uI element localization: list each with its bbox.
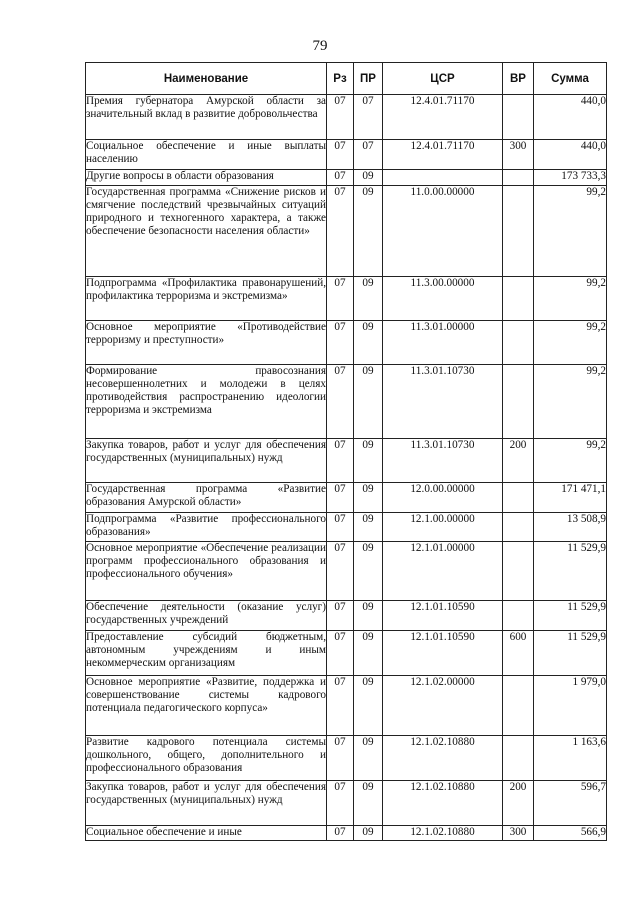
header-pr: ПР [354,63,383,95]
row-name: Подпрограмма «Развитие профессионального образования» [86,513,327,542]
row-sum: 596,7 [534,781,607,826]
row-sum: 99,2 [534,277,607,321]
table-row [86,321,607,365]
row-csr: 12.1.02.10880 [383,736,503,781]
row-sum: 99,2 [534,186,607,277]
row-pr: 09 [354,781,383,826]
row-csr: 11.0.00.00000 [383,186,503,277]
row-vr: 200 [503,439,534,483]
row-pr: 09 [354,676,383,736]
row-csr: 12.1.02.00000 [383,676,503,736]
header-vr: ВР [503,63,534,95]
row-rz: 07 [327,601,354,631]
row-sum: 99,2 [534,365,607,439]
row-csr: 12.1.01.10590 [383,601,503,631]
row-name: Подпрограмма «Профилактика правонарушений, профилактика терроризма и экстремизма» [86,277,327,321]
row-csr: 11.3.01.10730 [383,439,503,483]
row-name: Социальное обеспечение и иные выплаты населению [86,140,327,170]
row-pr: 09 [354,170,383,186]
row-csr: 12.4.01.71170 [383,95,503,140]
row-vr: 300 [503,826,534,841]
row-name: Социальное обеспечение и иные [86,826,327,841]
row-pr: 09 [354,483,383,513]
row-csr: 12.4.01.71170 [383,140,503,170]
table-row [86,781,607,826]
row-csr: 11.3.01.10730 [383,365,503,439]
table-row [86,631,607,676]
row-name: Формирование правосознания несовершеннолетних и молодежи в целях противодействия распространению идеологии терроризма и экстремизма [86,365,327,439]
row-sum: 99,2 [534,439,607,483]
budget-table [85,62,607,841]
header-rz: Рз [327,63,354,95]
row-sum: 1 163,6 [534,736,607,781]
row-rz: 07 [327,365,354,439]
row-rz: 07 [327,277,354,321]
row-name: Основное мероприятие «Обеспечение реализации программ профессионального образования и профессионального обучения» [86,542,327,601]
table-row [86,365,607,439]
row-rz: 07 [327,826,354,841]
row-vr [503,676,534,736]
row-sum: 11 529,9 [534,542,607,601]
row-vr [503,542,534,601]
table-row [86,676,607,736]
header-sum: Сумма [534,63,607,95]
row-pr: 07 [354,95,383,140]
row-sum: 171 471,1 [534,483,607,513]
row-rz: 07 [327,186,354,277]
row-vr [503,95,534,140]
row-rz: 07 [327,676,354,736]
row-pr: 09 [354,601,383,631]
row-vr [503,483,534,513]
row-pr: 09 [354,321,383,365]
row-name: Премия губернатора Амурской области за значительный вклад в развитие добровольчества [86,95,327,140]
table-row [86,439,607,483]
row-name: Основное мероприятие «Развитие, поддержка и совершенствование системы кадрового потенциала педагогического корпуса» [86,676,327,736]
row-name: Государственная программа «Снижение рисков и смягчение последствий чрезвычайных ситуаций природного и техногенного характера, а также обеспечение безопасности населения области» [86,186,327,277]
row-csr: 12.1.01.10590 [383,631,503,676]
table-row [86,826,607,841]
row-sum: 440,0 [534,140,607,170]
row-rz: 07 [327,736,354,781]
row-rz: 07 [327,170,354,186]
row-pr: 09 [354,513,383,542]
row-pr: 09 [354,631,383,676]
row-sum: 99,2 [534,321,607,365]
table-row [86,140,607,170]
row-name: Закупка товаров, работ и услуг для обеспечения государственных (муниципальных) нужд [86,781,327,826]
table-row [86,186,607,277]
row-name: Другие вопросы в области образования [86,170,327,186]
page-number: 79 [312,38,328,54]
row-rz: 07 [327,513,354,542]
row-vr [503,736,534,781]
table-row [86,277,607,321]
row-pr: 09 [354,439,383,483]
row-csr: 11.3.00.00000 [383,277,503,321]
row-name: Предоставление субсидий бюджетным, автономным учреждениям и иным некоммерческим организациям [86,631,327,676]
row-rz: 07 [327,542,354,601]
row-sum: 13 508,9 [534,513,607,542]
row-pr: 09 [354,365,383,439]
table-row [86,542,607,601]
row-rz: 07 [327,321,354,365]
row-vr [503,365,534,439]
row-sum: 11 529,9 [534,601,607,631]
row-vr [503,186,534,277]
table-row [86,736,607,781]
row-vr: 200 [503,781,534,826]
row-rz: 07 [327,483,354,513]
row-sum: 566,9 [534,826,607,841]
row-pr: 09 [354,736,383,781]
row-pr: 09 [354,277,383,321]
row-pr: 09 [354,542,383,601]
row-vr [503,513,534,542]
header-csr: ЦСР [383,63,503,95]
table-row [86,601,607,631]
row-csr: 12.1.01.00000 [383,542,503,601]
table-header-row [86,63,607,95]
row-csr: 12.1.02.10880 [383,781,503,826]
row-vr [503,170,534,186]
row-vr: 300 [503,140,534,170]
row-rz: 07 [327,631,354,676]
row-rz: 07 [327,781,354,826]
row-pr: 09 [354,186,383,277]
row-sum: 440,0 [534,95,607,140]
row-vr [503,321,534,365]
row-csr: 12.1.00.00000 [383,513,503,542]
row-csr: 11.3.01.00000 [383,321,503,365]
table-row [86,95,607,140]
row-name: Закупка товаров, работ и услуг для обеспечения государственных (муниципальных) нужд [86,439,327,483]
row-vr [503,601,534,631]
row-rz: 07 [327,439,354,483]
row-vr: 600 [503,631,534,676]
row-vr [503,277,534,321]
row-pr: 09 [354,826,383,841]
row-csr: 12.1.02.10880 [383,826,503,841]
row-rz: 07 [327,95,354,140]
row-sum: 173 733,3 [534,170,607,186]
table-row [86,513,607,542]
row-name: Развитие кадрового потенциала системы дошкольного, общего, дополнительного и профессионального образования [86,736,327,781]
row-name: Обеспечение деятельности (оказание услуг) государственных учреждений [86,601,327,631]
row-rz: 07 [327,140,354,170]
row-csr [383,170,503,186]
row-csr: 12.0.00.00000 [383,483,503,513]
table-row [86,483,607,513]
row-name: Основное мероприятие «Противодействие терроризму и преступности» [86,321,327,365]
row-sum: 11 529,9 [534,631,607,676]
header-name: Наименование [86,63,327,95]
table-row [86,170,607,186]
row-name: Государственная программа «Развитие образования Амурской области» [86,483,327,513]
row-pr: 07 [354,140,383,170]
row-sum: 1 979,0 [534,676,607,736]
